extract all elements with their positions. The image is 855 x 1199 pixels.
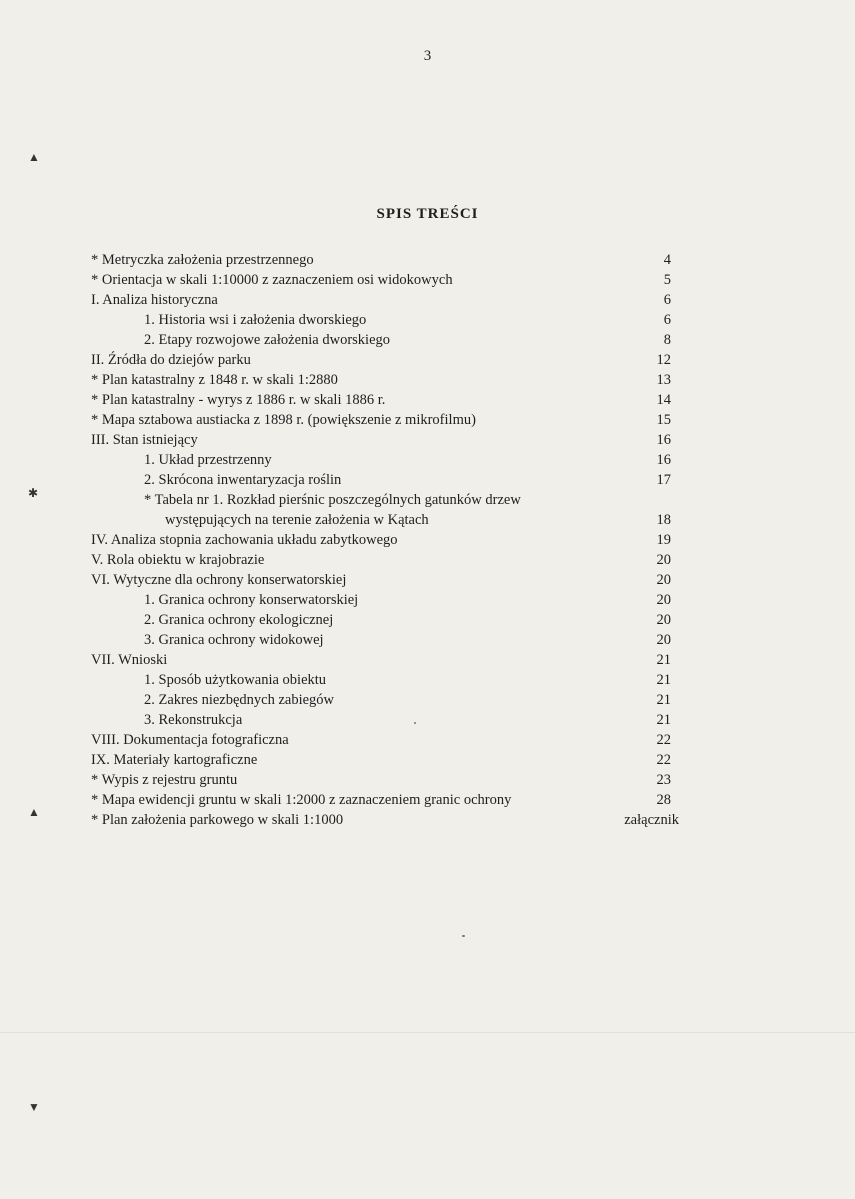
toc-entry <box>91 770 681 790</box>
toc-entry <box>91 250 681 270</box>
toc-entry-page: 12 <box>656 352 671 368</box>
toc-entry-text <box>91 650 681 670</box>
toc-entry <box>91 730 681 750</box>
toc-entry <box>91 390 681 410</box>
toc-entry <box>91 810 681 830</box>
punch-mark-icon: ▲ <box>28 150 40 164</box>
toc-entry-text <box>91 630 681 650</box>
toc-entry <box>91 290 681 310</box>
toc-entry-line: * Wypis z rejestru gruntu <box>91 772 238 788</box>
toc-entry <box>91 590 681 610</box>
toc-entry-page: 19 <box>656 532 671 548</box>
toc-entry <box>91 650 681 670</box>
toc-entry-page: 28 <box>656 792 671 808</box>
toc-entry-page: 8 <box>663 332 671 348</box>
scan-speck <box>414 722 416 724</box>
toc-entry-text <box>91 750 681 770</box>
toc-entry-page: 6 <box>663 312 671 328</box>
toc-entry-text <box>91 450 681 470</box>
toc-entry <box>91 310 681 330</box>
toc-entry-line: * Plan założenia parkowego w skali 1:1000 <box>91 812 344 828</box>
toc-entry-line: I. Analiza historyczna <box>91 292 218 308</box>
toc-entry-text <box>91 570 681 590</box>
toc-entry-line: 3. Rekonstrukcja <box>144 712 243 728</box>
toc-title: SPIS TREŚCI <box>376 206 479 222</box>
toc-entry-page: 20 <box>656 572 671 588</box>
toc-entry-text <box>91 690 681 710</box>
toc-entry-line: IX. Materiały kartograficzne <box>91 752 258 768</box>
toc-entry-line: IV. Analiza stopnia zachowania układu zabytkowego <box>91 532 398 548</box>
toc-entry-line: 3. Granica ochrony widokowej <box>144 632 324 648</box>
fold-line <box>0 1032 855 1033</box>
toc-entry-line: * Plan katastralny - wyrys z 1886 r. w skali 1886 r. <box>91 392 386 408</box>
toc-entry <box>91 550 681 570</box>
toc-entry-line: VII. Wnioski <box>91 652 168 668</box>
toc-entry-text <box>91 710 681 730</box>
toc-entry-line-continued: występujących na terenie założenia w Kątach <box>165 512 429 528</box>
toc-entry <box>91 450 681 470</box>
toc-entry-text <box>91 770 681 790</box>
toc-entry <box>91 330 681 350</box>
toc-entry <box>91 710 681 730</box>
toc-entry-page: 6 <box>663 292 671 308</box>
toc-entry-page: 21 <box>656 692 671 708</box>
toc-entry-page: 22 <box>656 752 671 768</box>
toc-entry-page: 20 <box>656 592 671 608</box>
toc-entry-line: 1. Układ przestrzenny <box>144 452 272 468</box>
toc-entry-page: 17 <box>656 472 671 488</box>
toc-entry-page: 16 <box>656 432 671 448</box>
toc-entry-page: 21 <box>656 652 671 668</box>
toc-entry-page: 4 <box>663 252 671 268</box>
toc-entry-text <box>91 530 681 550</box>
toc-entry-line: * Mapa sztabowa austiacka z 1898 r. (powiększenie z mikrofilmu) <box>91 412 476 428</box>
toc-entry-text <box>91 430 681 450</box>
toc-entry-page: 21 <box>656 712 671 728</box>
toc-entry <box>91 530 681 550</box>
toc-entry <box>91 570 681 590</box>
toc-entry-page: 13 <box>656 372 671 388</box>
toc-entry-line: VIII. Dokumentacja fotograficzna <box>91 732 289 748</box>
toc-entry <box>91 630 681 650</box>
toc-entry-page: 22 <box>656 732 671 748</box>
toc-entry-line: 2. Granica ochrony ekologicznej <box>144 612 334 628</box>
toc-entry-line: III. Stan istniejący <box>91 432 198 448</box>
toc-entry-line: * Metryczka założenia przestrzennego <box>91 252 314 268</box>
toc-entry <box>91 350 681 370</box>
toc-entry <box>91 750 681 770</box>
toc-entry <box>91 490 681 530</box>
toc-entry-page: 18 <box>656 512 671 528</box>
toc-entry <box>91 410 681 430</box>
toc-entry-line: 1. Sposób użytkowania obiektu <box>144 672 327 688</box>
toc-entry-text <box>91 610 681 630</box>
toc-entry-text <box>91 490 681 530</box>
toc-entry-text <box>91 670 681 690</box>
toc-entry <box>91 270 681 290</box>
toc-entry <box>91 430 681 450</box>
toc-entry-text <box>91 470 681 490</box>
toc-entry-line: 2. Etapy rozwojowe założenia dworskiego <box>144 332 391 348</box>
table-of-contents <box>91 250 681 830</box>
toc-entry-text <box>91 410 681 430</box>
toc-entry-line: * Plan katastralny z 1848 r. w skali 1:2880 <box>91 372 338 388</box>
toc-entry-text <box>91 370 681 390</box>
toc-entry-page: 23 <box>656 772 671 788</box>
toc-entry-page: 5 <box>663 272 671 288</box>
toc-entry-line: * Mapa ewidencji gruntu w skali 1:2000 z zaznaczeniem granic ochrony <box>91 792 512 808</box>
toc-entry-text <box>91 290 681 310</box>
scan-speck <box>462 935 465 937</box>
toc-entry-text <box>91 330 681 350</box>
toc-entry-text <box>91 310 681 330</box>
toc-entry <box>91 690 681 710</box>
toc-entry-line: VI. Wytyczne dla ochrony konserwatorskiej <box>91 572 347 588</box>
toc-entry-line: 1. Historia wsi i założenia dworskiego <box>144 312 367 328</box>
toc-entry-page: 20 <box>656 612 671 628</box>
toc-entry-line: 2. Zakres niezbędnych zabiegów <box>144 692 335 708</box>
toc-entry <box>91 470 681 490</box>
toc-entry-text <box>91 250 681 270</box>
toc-entry-text <box>91 590 681 610</box>
toc-entry-text <box>91 350 681 370</box>
toc-entry-text <box>91 390 681 410</box>
page-number: 3 <box>423 48 432 64</box>
toc-entry-line: * Tabela nr 1. Rozkład pierśnic poszczególnych gatunków drzew <box>144 492 521 508</box>
toc-entry-text <box>91 730 681 750</box>
toc-entry-page: 16 <box>656 452 671 468</box>
punch-mark-icon: ✱ <box>28 486 39 500</box>
toc-entry <box>91 610 681 630</box>
toc-entry-text <box>91 270 681 290</box>
toc-entry-text <box>91 810 681 830</box>
toc-entry-page: 20 <box>656 632 671 648</box>
toc-entry <box>91 790 681 810</box>
toc-entry-page: 14 <box>656 392 671 408</box>
punch-mark-icon: ▲ <box>28 805 40 819</box>
toc-entry-page: 21 <box>656 672 671 688</box>
toc-entry-line: 2. Skrócona inwentaryzacja roślin <box>144 472 342 488</box>
toc-entry <box>91 370 681 390</box>
toc-entry-text <box>91 550 681 570</box>
toc-entry-line: 1. Granica ochrony konserwatorskiej <box>144 592 359 608</box>
toc-entry-page: 20 <box>656 552 671 568</box>
toc-entry-text <box>91 790 681 810</box>
toc-entry-line: V. Rola obiektu w krajobrazie <box>91 552 265 568</box>
punch-mark-icon: ▼ <box>28 1100 40 1114</box>
toc-entry-page: załącznik <box>624 812 679 828</box>
toc-entry <box>91 670 681 690</box>
toc-entry-page: 15 <box>656 412 671 428</box>
toc-entry-line: II. Źródła do dziejów parku <box>91 352 251 368</box>
toc-entry-line: * Orientacja w skali 1:10000 z zaznaczeniem osi widokowych <box>91 272 453 288</box>
